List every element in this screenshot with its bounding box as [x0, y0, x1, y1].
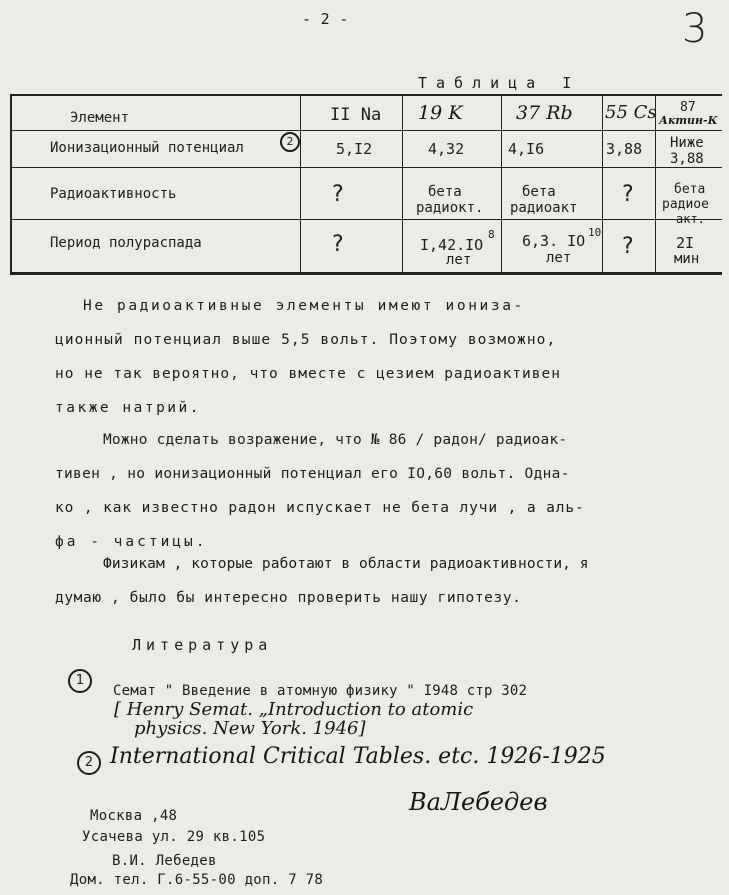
address-line-1: Москва ,48	[90, 808, 178, 824]
text-line: ционный потенциал выше 5,5 вольт. Поэтому возможно,	[55, 332, 557, 348]
header-fr-number: 87	[680, 100, 696, 115]
element-table	[10, 94, 722, 276]
header-element: Элемент	[70, 110, 130, 126]
text-line: но не так вероятно, что вместе с цезием радиоактивен	[55, 366, 561, 382]
k-radioactivity-line1: бета	[428, 184, 462, 200]
header-na: II Na	[330, 105, 382, 125]
text-line: ко , как известно радон испускает не бета лучи , а аль-	[55, 500, 585, 516]
header-k: 19 K	[418, 102, 463, 124]
table-rule	[10, 272, 722, 275]
rb-halflife-exponent: 10	[588, 226, 602, 239]
reference-1-handwritten-line1: [ Henry Semat. „Introduction to atomic	[114, 699, 474, 720]
table-rule	[10, 167, 722, 168]
text-line: Физикам , которые работают в области радиоактивности, я	[103, 556, 589, 572]
fr-radioactivity-line2: радиоe	[662, 197, 709, 212]
table-caption: Таблица I	[418, 74, 581, 92]
na-halflife: ?	[332, 232, 344, 257]
reference-number-1: 1	[68, 669, 92, 693]
row-label-radioactivity: Радиоактивность	[50, 186, 177, 202]
fr-halflife-value: 2I	[676, 234, 695, 252]
rb-radioactivity-line2: радиоакт	[510, 200, 578, 216]
rb-radioactivity-line1: бета	[522, 184, 556, 200]
cs-radioactivity: ?	[622, 182, 634, 207]
fr-halflife-unit: мин	[674, 251, 700, 267]
header-cs: 55 Cs	[605, 102, 657, 123]
phone-line: Дом. тел. Г.6-55-00 доп. 7 78	[70, 872, 324, 888]
table-rule	[402, 94, 403, 274]
k-halflife-exponent: 8	[488, 228, 495, 241]
reference-1-typed: Семат " Введение в атомную физику " I948 стр 302	[113, 683, 528, 699]
k-halflife-unit: лет	[446, 252, 472, 268]
table-rule	[10, 94, 12, 274]
rb-ionization: 4,I6	[508, 140, 545, 158]
cs-ionization: 3,88	[606, 140, 643, 158]
table-rule	[602, 94, 603, 274]
text-line: Не радиоактивные элементы имеют иониза-	[83, 298, 525, 314]
k-ionization: 4,32	[428, 140, 465, 158]
text-line: также натрий.	[55, 400, 201, 416]
k-radioactivity-line2: радиокт.	[416, 200, 484, 216]
text-line: Можно сделать возражение, что № 86 / радон/ радиоак-	[103, 432, 568, 448]
header-rb: 37 Rb	[516, 102, 573, 124]
page-number: - 2 -	[302, 10, 349, 28]
table-rule	[501, 94, 502, 274]
fr-ionization-line2: 3,88	[670, 151, 704, 167]
rb-halflife-unit: лет	[546, 250, 572, 266]
rb-halflife-value: 6,3. IO	[522, 232, 586, 250]
row-label-halflife: Период полураспада	[50, 235, 202, 251]
text-line: думаю , было бы интересно проверить нашу гипотезу.	[55, 590, 522, 606]
reference-1-handwritten-line2: physics. New York. 1946]	[134, 718, 366, 739]
header-fr-name: Актин-К	[659, 114, 718, 127]
row-label-ionization: Ионизационный потенциал	[50, 140, 244, 156]
cs-halflife: ?	[622, 234, 634, 259]
footnote-mark: 2	[280, 132, 300, 152]
table-rule	[300, 94, 301, 274]
literature-heading: Литература	[132, 636, 273, 654]
reference-number-2: 2	[77, 751, 101, 775]
author-name: В.И. Лебедев	[112, 853, 217, 869]
fr-radioactivity-line1: бета	[674, 182, 706, 197]
na-ionization: 5,I2	[336, 140, 373, 158]
address-line-2: Усачева ул. 29 кв.105	[82, 829, 266, 845]
k-halflife-value: I,42.IO	[420, 236, 484, 254]
text-line: фа - частицы.	[55, 534, 208, 550]
reference-2-handwritten: International Critical Tables. etc. 1926-1925	[110, 744, 606, 769]
fr-radioactivity-line3: акт.	[676, 212, 705, 226]
table-rule	[10, 130, 722, 131]
text-line: тивен , но ионизационный потенциал его IO,60 вольт. Одна-	[55, 466, 570, 482]
na-radioactivity: ?	[332, 182, 344, 207]
fr-ionization-line1: Ниже	[670, 135, 704, 151]
table-rule	[10, 219, 722, 220]
table-rule	[10, 94, 722, 96]
corner-page-mark: 3	[682, 6, 708, 52]
signature: ВаЛебедев	[409, 788, 548, 816]
